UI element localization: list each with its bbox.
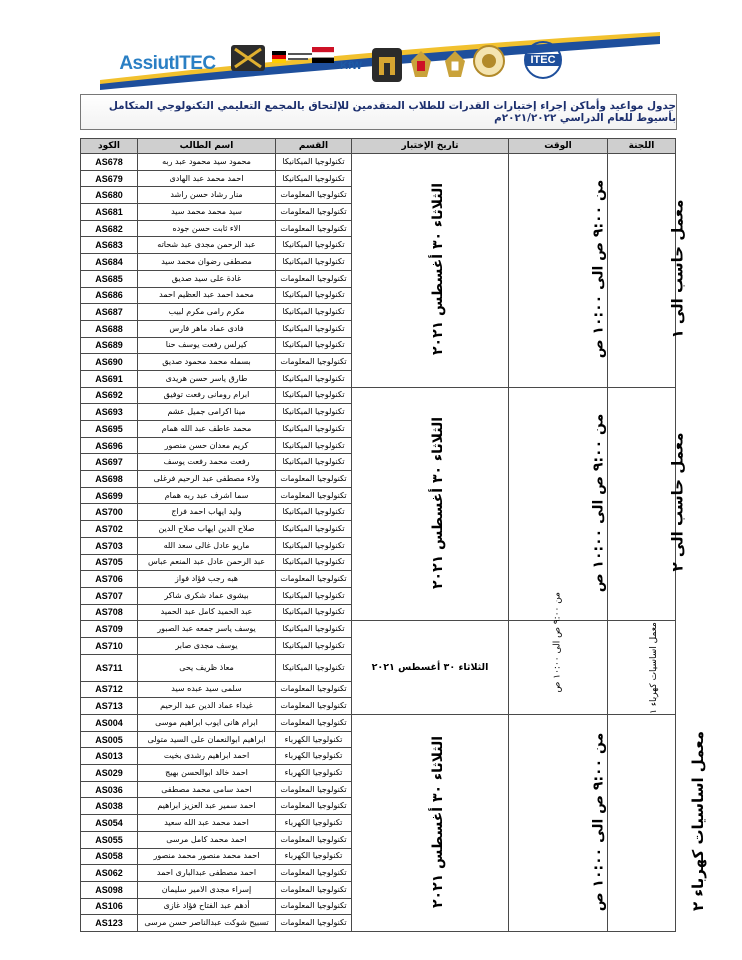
ministry-eagle-emblem: [440, 48, 470, 82]
exam-room-cell: [608, 387, 687, 621]
student-name: منار رشاد حسن راشد: [138, 187, 276, 204]
exam-time: من ٩:٠٠ ص الى ١٠:٠٠ ص: [590, 180, 607, 359]
student-department: تكنولوجيا المعلومات: [276, 798, 352, 815]
student-name: غادة على سيد صديق: [138, 270, 276, 287]
student-department: تكنولوجيا الميكانيكا: [276, 404, 352, 421]
exam-date: الثلاثاء ٣٠ أغسطس ٢٠٢١: [371, 661, 489, 673]
student-code: AS703: [81, 537, 138, 554]
student-code: AS058: [81, 848, 138, 865]
student-department: تكنولوجيا الميكانيكا: [276, 154, 352, 171]
student-name: مينا اكرامى جميل عشم: [138, 404, 276, 421]
student-code: AS713: [81, 698, 138, 715]
student-name: سلمى سيد عبده سيد: [138, 681, 276, 698]
student-name: رفعت محمد رفعت يوسف: [138, 454, 276, 471]
header-time: الوقت: [509, 139, 608, 154]
exam-room: معمل حاسب الى ٢: [668, 432, 687, 572]
student-department: تكنولوجيا الكهرباء: [276, 765, 352, 782]
student-name: محمد احمد عبد العظيم احمد: [138, 287, 276, 304]
student-code: AS708: [81, 604, 138, 621]
student-name: كريم معدان حسن منصور: [138, 437, 276, 454]
exam-room: معمل اساسيات كهرباء ١: [648, 621, 659, 714]
student-code: AS699: [81, 487, 138, 504]
student-name: ابراهيم ابوالنعمان على السيد متولى: [138, 731, 276, 748]
student-code: AS055: [81, 831, 138, 848]
student-department: تكنولوجيا المعلومات: [276, 715, 352, 732]
student-code: AS691: [81, 370, 138, 387]
exam-time-cell: [509, 154, 608, 388]
table-body: [81, 154, 708, 932]
student-code: AS693: [81, 404, 138, 421]
student-department: تكنولوجيا الميكانيكا: [276, 521, 352, 538]
header-name: اسم الطالب: [138, 139, 276, 154]
student-code: AS702: [81, 521, 138, 538]
student-department: تكنولوجيا الميكانيكا: [276, 170, 352, 187]
student-name: احمد سامى محمد مصطفى: [138, 781, 276, 798]
student-department: تكنولوجيا المعلومات: [276, 354, 352, 371]
page-title: جدول مواعيد وأماكن إجراء إختبارات القدرات للطلاب المتقدمين للإلتحاق بالمجمع التعليمي التكنولوجي المتكامل بأسيوط للعام الدراسي ٢٠٢١/٢٠٢٢م: [108, 100, 676, 124]
student-department: تكنولوجيا الميكانيكا: [276, 637, 352, 654]
student-name: عبد الرحمن عادل عبد المنعم عباس: [138, 554, 276, 571]
student-name: سيد محمد محمد سيد: [138, 204, 276, 221]
student-name: مصطفى رضوان محمد سيد: [138, 254, 276, 271]
student-department: تكنولوجيا المعلومات: [276, 831, 352, 848]
student-department: تكنولوجيا المعلومات: [276, 865, 352, 882]
student-code: AS106: [81, 898, 138, 915]
student-department: تكنولوجيا الكهرباء: [276, 815, 352, 832]
student-department: تكنولوجيا الميكانيكا: [276, 537, 352, 554]
student-department: تكنولوجيا المعلومات: [276, 487, 352, 504]
student-department: تكنولوجيا الميكانيكا: [276, 237, 352, 254]
student-name: يوسف ياسر جمعه عبد الصبور: [138, 621, 276, 638]
student-department: تكنولوجيا الميكانيكا: [276, 304, 352, 321]
table-row: [81, 621, 676, 638]
exam-date-cell: [352, 154, 509, 388]
student-name: معاذ ظريف يحى: [138, 654, 276, 681]
student-code: AS710: [81, 637, 138, 654]
student-department: تكنولوجيا الميكانيكا: [276, 421, 352, 438]
student-name: احمد محمد عبد الله سعيد: [138, 815, 276, 832]
exam-date: الثلاثاء ٣٠ أغسطس ٢٠٢١: [430, 183, 447, 356]
exam-room-cell: [608, 154, 687, 388]
itec-logo: ITEC: [518, 40, 568, 80]
student-name: مكرم رامى مكرم لبيب: [138, 304, 276, 321]
student-code: AS682: [81, 220, 138, 237]
student-department: تكنولوجيا المعلومات: [276, 698, 352, 715]
student-code: AS681: [81, 204, 138, 221]
student-name: أدهم عبد الفتاح فؤاد غازى: [138, 898, 276, 915]
giz-logo: [228, 38, 268, 78]
exam-time-cell: [509, 715, 608, 932]
table-row: [81, 715, 676, 732]
ministry-round-emblem: [472, 44, 506, 78]
kfw-logo: KfW: [340, 60, 362, 72]
student-name: ماريو عادل غالى سعد الله: [138, 537, 276, 554]
student-department: تكنولوجيا الكهرباء: [276, 748, 352, 765]
german-cooperation-logo: [272, 48, 312, 70]
student-code: AS098: [81, 881, 138, 898]
student-department: تكنولوجيا المعلومات: [276, 881, 352, 898]
student-name: فادى عماد ماهر فارس: [138, 320, 276, 337]
header-room: اللجنة: [608, 139, 676, 154]
student-name: محمود سيد محمود عبد ربه: [138, 154, 276, 171]
egypt-flag-icon: [312, 46, 334, 64]
student-code: AS687: [81, 304, 138, 321]
student-code: AS036: [81, 781, 138, 798]
student-name: بسمله محمد محمود صديق: [138, 354, 276, 371]
student-name: هبه رجب فؤاد فواز: [138, 571, 276, 588]
student-name: ولاء مصطفى عبد الرحيم فرغلى: [138, 471, 276, 488]
exam-time: ص الى ١٠:٠٠ ص: [552, 627, 563, 693]
page-title-bar: [80, 94, 677, 130]
student-department: تكنولوجيا الكهرباء: [276, 848, 352, 865]
student-department: تكنولوجيا الميكانيكا: [276, 621, 352, 638]
student-name: احمد محمد كامل مرسى: [138, 831, 276, 848]
student-code: AS029: [81, 765, 138, 782]
student-department: تكنولوجيا الميكانيكا: [276, 654, 352, 681]
student-code: AS054: [81, 815, 138, 832]
student-name: بيشوى عماد شكرى شاكر: [138, 587, 276, 604]
student-code: AS690: [81, 354, 138, 371]
student-name: يوسف مجدى صابر: [138, 637, 276, 654]
student-name: كيرلس رفعت يوسف حنا: [138, 337, 276, 354]
assiut-itec-logo: AssiutITEC: [119, 53, 216, 74]
student-department: تكنولوجيا الميكانيكا: [276, 454, 352, 471]
student-name: عبد الرحمن مجدى عبد شحاته: [138, 237, 276, 254]
student-department: تكنولوجيا الميكانيكا: [276, 504, 352, 521]
student-name: احمد ابراهيم رشدى بخيت: [138, 748, 276, 765]
student-name: تسبيح شوكت عبدالناصر حسن مرسى: [138, 915, 276, 932]
student-department: تكنولوجيا الميكانيكا: [276, 254, 352, 271]
exam-date-cell: [352, 387, 509, 621]
student-department: تكنولوجيا المعلومات: [276, 187, 352, 204]
student-department: تكنولوجيا الميكانيكا: [276, 287, 352, 304]
student-name: غيداء عماد الدين عبد الرحيم: [138, 698, 276, 715]
student-name: طارق ياسر حسن هريدى: [138, 370, 276, 387]
student-department: تكنولوجيا المعلومات: [276, 220, 352, 237]
student-department: تكنولوجيا المعلومات: [276, 204, 352, 221]
student-name: ابرام رومانى رفعت توفيق: [138, 387, 276, 404]
student-code: AS695: [81, 421, 138, 438]
table-header-row: [81, 139, 676, 154]
student-code: AS696: [81, 437, 138, 454]
exam-date-cell: [352, 621, 509, 715]
student-code: AS689: [81, 337, 138, 354]
student-code: AS123: [81, 915, 138, 932]
student-department: تكنولوجيا المعلومات: [276, 781, 352, 798]
student-code: AS005: [81, 731, 138, 748]
student-department: تكنولوجيا الميكانيكا: [276, 370, 352, 387]
student-name: إسراء مجدى الامير سليمان: [138, 881, 276, 898]
student-department: تكنولوجيا المعلومات: [276, 681, 352, 698]
exam-room: معمل حاسب الى ١: [668, 199, 687, 339]
student-department: تكنولوجيا الميكانيكا: [276, 554, 352, 571]
student-code: AS679: [81, 170, 138, 187]
student-code: AS712: [81, 681, 138, 698]
student-name: وليد ايهاب احمد فراج: [138, 504, 276, 521]
header-code: الكود: [81, 139, 138, 154]
exam-room: معمل اساسيات كهرباء ٢: [689, 731, 708, 912]
student-name: احمد خالد ابوالحسن بهيج: [138, 765, 276, 782]
student-name: احمد سمير عبد العزيز ابراهيم: [138, 798, 276, 815]
student-name: عبد الحميد كامل عبد الحميد: [138, 604, 276, 621]
assiut-university-emblem: [372, 48, 402, 82]
student-department: تكنولوجيا الميكانيكا: [276, 387, 352, 404]
exam-room-cell: [608, 715, 708, 932]
student-code: AS062: [81, 865, 138, 882]
exam-room-cell: [608, 621, 676, 715]
student-code: AS709: [81, 621, 138, 638]
exam-time-cell: [509, 387, 608, 621]
student-department: تكنولوجيا الكهرباء: [276, 731, 352, 748]
student-name: احمد محمد عبد الهادى: [138, 170, 276, 187]
student-code: AS684: [81, 254, 138, 271]
student-code: AS705: [81, 554, 138, 571]
student-code: AS680: [81, 187, 138, 204]
student-code: AS700: [81, 504, 138, 521]
student-code: AS692: [81, 387, 138, 404]
student-code: AS013: [81, 748, 138, 765]
exam-date: الثلاثاء ٣٠ أغسطس ٢٠٢١: [430, 735, 447, 908]
student-code: AS706: [81, 571, 138, 588]
exam-time: من ٩:٠٠ ص الى ١٠:٠٠ ص: [590, 413, 607, 593]
student-department: تكنولوجيا المعلومات: [276, 571, 352, 588]
student-code: AS685: [81, 270, 138, 287]
student-name: ابرام هانى ايوب ابراهيم موسى: [138, 715, 276, 732]
logo-strip: [100, 30, 660, 92]
student-department: تكنولوجيا الميكانيكا: [276, 604, 352, 621]
student-department: تكنولوجيا المعلومات: [276, 898, 352, 915]
student-code: AS038: [81, 798, 138, 815]
student-code: AS707: [81, 587, 138, 604]
schedule-table: [80, 138, 708, 932]
header-dept: القسم: [276, 139, 352, 154]
student-code: AS678: [81, 154, 138, 171]
student-code: AS686: [81, 287, 138, 304]
student-department: تكنولوجيا الميكانيكا: [276, 437, 352, 454]
student-code: AS683: [81, 237, 138, 254]
student-department: تكنولوجيا المعلومات: [276, 471, 352, 488]
student-name: سما اشرف عبد ربه همام: [138, 487, 276, 504]
student-code: AS697: [81, 454, 138, 471]
student-code: AS004: [81, 715, 138, 732]
student-name: احمد محمد منصور محمد منصور: [138, 848, 276, 865]
student-code: AS698: [81, 471, 138, 488]
table-row: [81, 387, 676, 404]
student-name: محمد عاطف عبد الله همام: [138, 421, 276, 438]
student-department: تكنولوجيا الميكانيكا: [276, 337, 352, 354]
exam-date: الثلاثاء ٣٠ أغسطس ٢٠٢١: [430, 416, 447, 589]
exam-time-cell: [509, 621, 608, 715]
student-code: AS711: [81, 654, 138, 681]
table-row: [81, 154, 676, 171]
student-name: احمد مصطفى عبدالبارى احمد: [138, 865, 276, 882]
student-department: تكنولوجيا المعلومات: [276, 270, 352, 287]
student-code: AS688: [81, 320, 138, 337]
exam-date-cell: [352, 715, 509, 932]
student-department: تكنولوجيا المعلومات: [276, 915, 352, 932]
student-name: الاء ثابت حسن جوده: [138, 220, 276, 237]
header-date: تاريخ الإختبار: [352, 139, 509, 154]
student-department: تكنولوجيا الميكانيكا: [276, 587, 352, 604]
exam-time: من ٩:٠٠ ص الى ١٠:٠٠ ص: [590, 732, 607, 912]
eagle-emblem: [406, 48, 436, 82]
student-name: صلاح الدين ايهاب صلاح الدين: [138, 521, 276, 538]
student-department: تكنولوجيا الميكانيكا: [276, 320, 352, 337]
